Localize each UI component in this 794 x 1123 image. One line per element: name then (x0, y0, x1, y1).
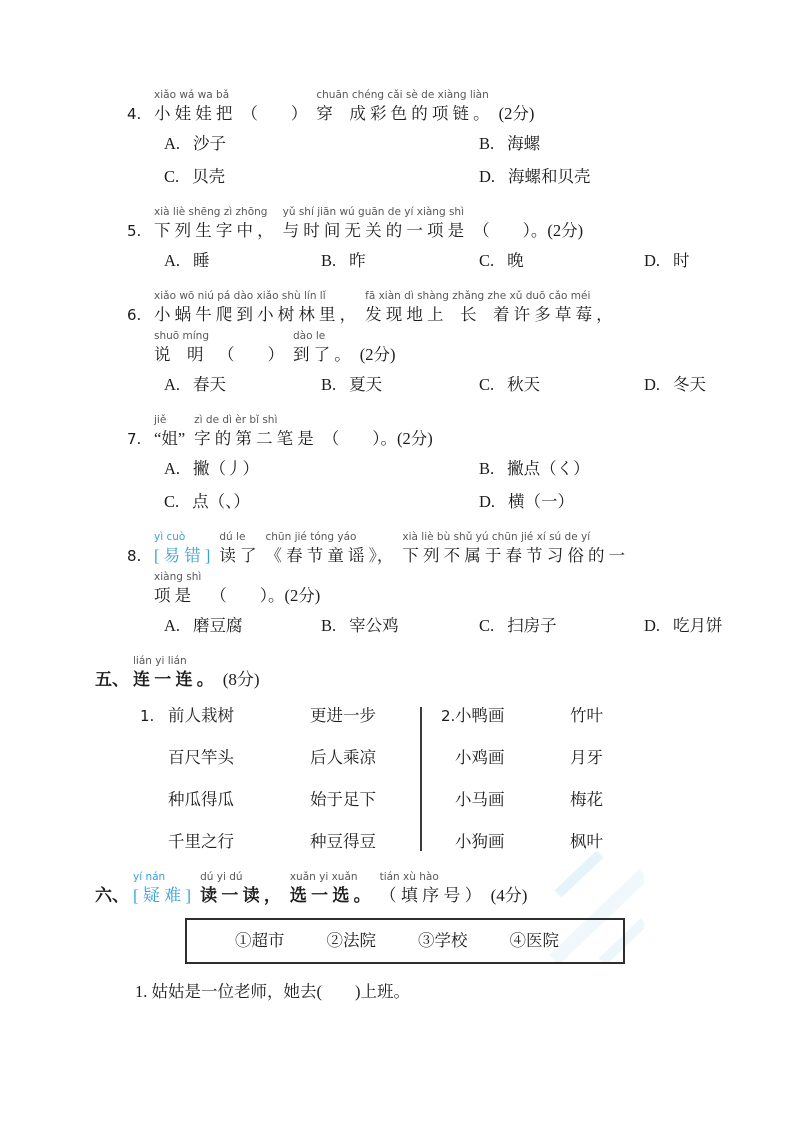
option-letter: B. (321, 616, 337, 635)
option-text: 横（一） (508, 492, 575, 511)
match-group-label: 2. (441, 707, 456, 725)
ruby-segment (365, 289, 613, 327)
choice-option (164, 165, 479, 189)
pinyin-text: yí nán (133, 871, 166, 883)
option-text: 撇点（く） (507, 459, 590, 478)
pinyin-text: chuān chéng cǎi sè de xiàng liàn (316, 89, 489, 101)
pinyin-text: jiě (154, 414, 167, 426)
pinyin-text: xià liè shēng zì zhōng (154, 206, 268, 218)
option-text: 点（、） (192, 492, 250, 511)
ruby-segment (499, 88, 535, 126)
question-block (127, 530, 744, 638)
ruby-segment (154, 205, 274, 243)
match-right-phrase: 枫叶 (570, 832, 603, 851)
pinyin-text: yǔ shí jiān wú guān de yí xiàng shì (282, 206, 464, 218)
option-letter: A. (164, 134, 181, 153)
question-number: 8. (127, 547, 142, 565)
option-text: 海螺和贝壳 (508, 167, 591, 186)
choice-option (644, 373, 724, 397)
ruby-segment (154, 570, 201, 608)
option-text: 夏天 (349, 375, 383, 394)
hanzi-text: （ 填 序 号 ） (379, 886, 482, 905)
question-block (127, 205, 744, 273)
numbered-answer-option: ④医院 (509, 931, 559, 950)
option-letter: A. (164, 251, 181, 270)
choice-option (479, 132, 724, 156)
question-stem-line (127, 530, 744, 568)
hanzi-text: [ 易 错 ] (154, 546, 211, 565)
pinyin-text (323, 413, 433, 427)
ruby-segment (293, 329, 351, 367)
ruby-segment (316, 88, 489, 126)
choice-option (164, 249, 321, 273)
match-right-phrase: 竹叶 (570, 706, 603, 725)
pinyin-text: lián yi lián (133, 655, 187, 667)
ruby-segment (223, 654, 260, 692)
ruby-segment (218, 329, 284, 367)
hanzi-text: 到 了 。 (293, 345, 351, 364)
options-row (164, 373, 724, 397)
match-right-phrase: 梅花 (570, 790, 603, 809)
option-letter: C. (479, 375, 495, 394)
ruby-segment (154, 289, 356, 327)
option-text: 秋天 (507, 375, 541, 394)
choice-option (164, 132, 479, 156)
choice-option (164, 490, 479, 514)
ruby-segment (283, 205, 465, 243)
ruby-segment (323, 413, 433, 451)
match-left-phrase: 百尺竿头 (168, 748, 234, 767)
hanzi-text: 下 列 不 属 于 春 节 习 俗 的 一 (402, 546, 626, 565)
choice-option (479, 457, 724, 481)
options-row (164, 132, 724, 189)
ruby-segment (266, 530, 394, 568)
pinyin-text (491, 870, 528, 884)
pinyin-text (499, 88, 535, 102)
choice-option (479, 614, 644, 638)
option-letter: A. (164, 375, 181, 394)
pinyin-text: yì cuò (154, 531, 186, 543)
match-left-phrase: 小鸭画 (455, 706, 505, 725)
match-left-phrase: 前人栽树 (168, 706, 234, 725)
option-letter: B. (321, 251, 337, 270)
hanzi-text: 与 时 间 无 关 的 一 项 是 (282, 221, 465, 240)
question-number: 4. (127, 105, 142, 123)
option-letter: B. (479, 134, 495, 153)
sub-question-1: 1. 姑姑是一位老师，她去( )上班。 (135, 982, 410, 1001)
pinyin-text: fā xiàn dì shàng zhǎng zhe xǔ duō cǎo méi (365, 290, 591, 302)
ruby-segment (154, 413, 185, 451)
choice-option (479, 249, 644, 273)
choice-questions-area (95, 88, 744, 638)
question-stem-line (127, 329, 744, 367)
option-text: 撇（丿） (193, 459, 260, 478)
hanzi-text: 读 一 读 ， (200, 886, 281, 905)
option-text: 贝壳 (192, 167, 226, 186)
option-text: 昨 (349, 251, 366, 270)
numbered-answer-option: ①超市 (235, 931, 285, 950)
option-letter: D. (644, 251, 661, 270)
hanzi-text: 下 列 生 字 中 ， (154, 221, 274, 240)
answer-option-box (185, 918, 625, 964)
pinyin-text (473, 205, 583, 219)
ruby-segment (402, 530, 625, 568)
choice-option (164, 614, 321, 638)
ruby-segment (491, 870, 528, 908)
match-right-phrase: 种豆得豆 (310, 832, 376, 851)
option-letter: D. (644, 375, 661, 394)
pinyin-text: xuǎn yi xuǎn (289, 871, 358, 883)
highlight-tag (133, 870, 191, 908)
section-six-heading (95, 870, 744, 908)
option-text: 宰公鸡 (349, 616, 399, 635)
choice-option (644, 249, 724, 273)
highlight-tag (154, 530, 210, 568)
hanzi-text: 字 的 第 二 笔 是 (194, 429, 314, 448)
ruby-segment (219, 530, 256, 568)
ruby-segment (380, 870, 482, 908)
option-text: 海螺 (507, 134, 541, 153)
option-letter: C. (479, 616, 495, 635)
options-row (164, 249, 724, 273)
hanzi-text: [ 疑 难 ] (133, 886, 192, 905)
match-right-phrase: 后人乘凉 (310, 748, 376, 767)
hanzi-text: 小 蜗 牛 爬 到 小 树 林 里 ， (154, 305, 357, 324)
option-text: 扫房子 (507, 616, 557, 635)
option-letter: D. (479, 167, 496, 186)
numbered-answer-option: ②法院 (326, 931, 376, 950)
option-text: 磨豆腐 (193, 616, 243, 635)
match-left-phrase: 小狗画 (455, 832, 505, 851)
section-five-heading (95, 654, 744, 692)
option-letter: A. (164, 459, 181, 478)
options-row (164, 614, 724, 638)
pinyin-text: chūn jié tóng yáo (265, 531, 357, 543)
option-letter: A. (164, 616, 181, 635)
pinyin-text (241, 88, 307, 102)
pinyin-text: zì de dì èr bǐ shì (194, 414, 278, 426)
hanzi-text: (8分) (222, 670, 260, 689)
ruby-segment (194, 413, 314, 451)
ruby-segment (241, 88, 307, 126)
match-left-phrase: 千里之行 (168, 832, 234, 851)
hanzi-text: （ ）。(2分) (210, 586, 321, 605)
hanzi-text: （ ）。(2分) (473, 221, 584, 240)
hanzi-text: 读 了 (219, 546, 257, 565)
match-group-1 (140, 704, 420, 854)
question-number: 7. (127, 430, 142, 448)
question-block (127, 289, 744, 397)
ruby-segment (200, 870, 281, 908)
match-left-phrase: 小马画 (455, 790, 505, 809)
section-five-matching (95, 654, 744, 854)
hanzi-text: 说 明 (154, 345, 204, 364)
question-stem-line (127, 570, 744, 608)
matching-area (140, 704, 744, 854)
hanzi-text: (2分) (498, 104, 535, 123)
section-six-choose (95, 870, 744, 1004)
hanzi-text: 穿 成 彩 色 的 项 链 。 (316, 104, 490, 123)
choice-option (321, 249, 479, 273)
hanzi-text: （ ）。(2分) (322, 429, 433, 448)
option-text: 睡 (193, 251, 210, 270)
option-letter: B. (479, 459, 495, 478)
choice-option (479, 373, 644, 397)
pinyin-text: xià liè bù shǔ yú chūn jié xí sú de yí (402, 531, 591, 543)
pinyin-text (223, 654, 260, 668)
ruby-segment (154, 329, 209, 367)
option-text: 沙子 (193, 134, 227, 153)
question-stem-line (127, 289, 744, 327)
question-stem-line (127, 413, 744, 451)
option-letter: D. (644, 616, 661, 635)
pinyin-text: dào le (293, 330, 326, 342)
hanzi-text: （ ） (218, 345, 285, 364)
option-letter: C. (479, 251, 495, 270)
ruby-segment (360, 329, 396, 367)
hanzi-text: 连 一 连 。 (133, 670, 214, 689)
question-stem-line (127, 205, 744, 243)
section-six-number: 六、 (95, 886, 129, 905)
hanzi-text: (4分) (490, 886, 528, 905)
option-letter: C. (164, 492, 180, 511)
choice-option (164, 457, 479, 481)
option-text: 吃月饼 (673, 616, 723, 635)
match-left-phrase: 小鸡画 (455, 748, 505, 767)
pinyin-text (360, 329, 396, 343)
hanzi-text: 选 一 选 。 (289, 886, 371, 905)
option-text: 冬天 (673, 375, 707, 394)
match-right-phrase: 月牙 (570, 748, 603, 767)
question-block (127, 88, 744, 189)
pinyin-text: xiǎo wō niú pá dào xiǎo shù lín lǐ (154, 290, 326, 302)
match-group-label: 1. (140, 707, 155, 725)
ruby-segment (210, 570, 320, 608)
question-stem-line (127, 88, 744, 126)
option-text: 时 (673, 251, 690, 270)
ruby-segment (133, 654, 214, 692)
pinyin-text (210, 570, 320, 584)
ruby-segment (473, 205, 583, 243)
choice-option (321, 373, 479, 397)
pinyin-text: dú yi dú (200, 871, 243, 883)
choice-option (479, 165, 724, 189)
section-five-number: 五、 (95, 670, 129, 689)
pinyin-text: xiàng shì (154, 571, 202, 583)
options-row (164, 457, 724, 514)
option-letter: C. (164, 167, 180, 186)
pinyin-text: xiǎo wá wa bǎ (154, 89, 230, 101)
option-letter: B. (321, 375, 337, 394)
question-number: 5. (127, 222, 142, 240)
ruby-segment (154, 88, 232, 126)
choice-option (164, 373, 321, 397)
option-text: 晚 (507, 251, 524, 270)
match-group-2 (422, 704, 603, 854)
match-right-phrase: 更进一步 (310, 706, 376, 725)
match-left-phrase: 种瓜得瓜 (168, 790, 234, 809)
pinyin-text (218, 329, 284, 343)
match-right-phrase: 始于足下 (310, 790, 376, 809)
choice-option (479, 490, 724, 514)
question-block (127, 413, 744, 514)
hanzi-text: (2分) (359, 345, 396, 364)
choice-option (321, 614, 479, 638)
pinyin-text: tián xù hào (379, 871, 439, 883)
hanzi-text: 发 现 地 上 长 着 许 多 草 莓 ， (365, 305, 613, 324)
pinyin-text: shuō míng (154, 330, 210, 342)
question-number: 6. (127, 306, 142, 324)
hanzi-text: 小 娃 娃 把 (154, 104, 233, 123)
numbered-answer-option: ③学校 (418, 931, 468, 950)
hanzi-text: （ ） (241, 104, 308, 123)
hanzi-text: 《 春 节 童 谣 》， (265, 546, 394, 565)
choice-option (644, 614, 724, 638)
hanzi-text: “姐” (154, 429, 186, 448)
pinyin-text: dú le (219, 531, 246, 543)
ruby-segment (290, 870, 371, 908)
hanzi-text: 项 是 (154, 586, 192, 605)
option-text: 春天 (193, 375, 227, 394)
option-letter: D. (479, 492, 496, 511)
